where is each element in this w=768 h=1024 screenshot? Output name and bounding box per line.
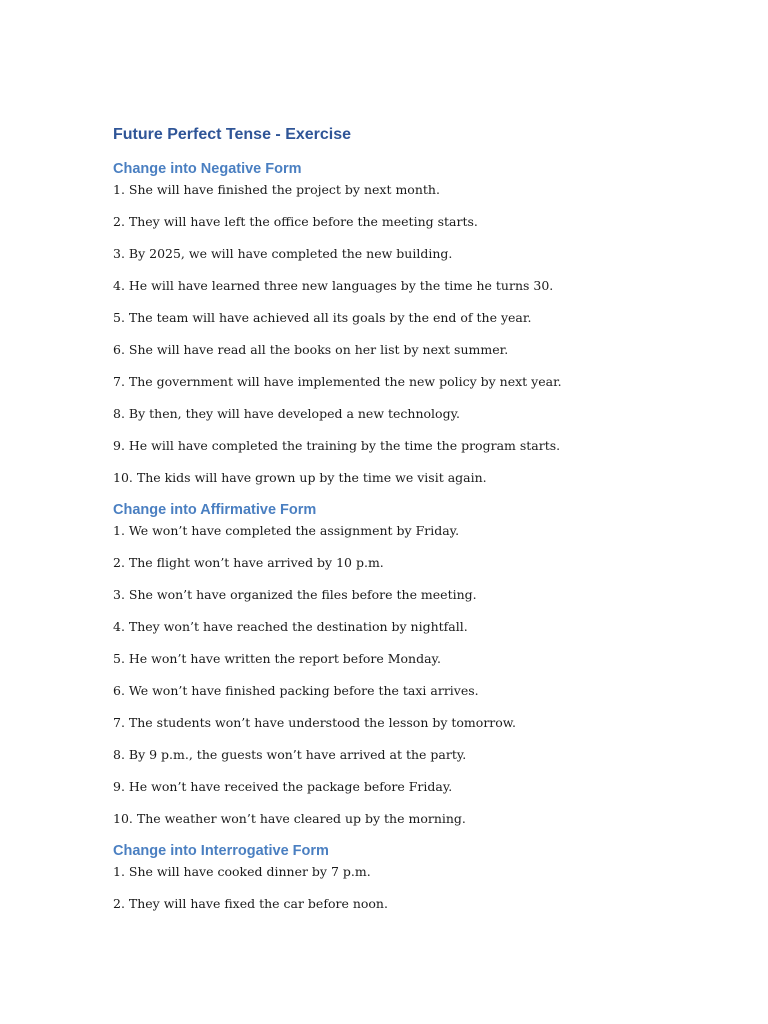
exercise-item: 9. He won’t have received the package before Friday. xyxy=(113,779,453,794)
exercise-item: 1. She will have cooked dinner by 7 p.m. xyxy=(113,864,371,879)
exercise-item: 5. He won’t have written the report before Monday. xyxy=(113,651,441,666)
exercise-item: 8. By 9 p.m., the guests won’t have arrived at the party. xyxy=(113,747,467,762)
section-heading: Change into Negative Form xyxy=(113,161,302,177)
exercise-list xyxy=(113,521,673,829)
section-affirmative-form xyxy=(113,500,673,829)
exercise-item: 6. We won’t have finished packing before the taxi arrives. xyxy=(113,683,479,698)
exercise-item: 5. The team will have achieved all its goals by the end of the year. xyxy=(113,310,532,325)
exercise-item: 8. By then, they will have developed a new technology. xyxy=(113,406,460,421)
exercise-list xyxy=(113,862,673,914)
exercise-list xyxy=(113,180,673,488)
exercise-item: 10. The weather won’t have cleared up by the morning. xyxy=(113,811,466,826)
exercise-item: 3. She won’t have organized the files before the meeting. xyxy=(113,587,477,602)
exercise-item: 7. The government will have implemented the new policy by next year. xyxy=(113,374,562,389)
exercise-item: 4. He will have learned three new languages by the time he turns 30. xyxy=(113,278,554,293)
document-title: Future Perfect Tense - Exercise xyxy=(113,126,352,143)
document-page xyxy=(113,124,673,926)
exercise-item: 6. She will have read all the books on her list by next summer. xyxy=(113,342,509,357)
exercise-item: 2. They will have fixed the car before noon. xyxy=(113,896,388,911)
section-heading: Change into Affirmative Form xyxy=(113,502,317,518)
exercise-item: 2. The flight won’t have arrived by 10 p.m. xyxy=(113,555,384,570)
exercise-item: 10. The kids will have grown up by the time we visit again. xyxy=(113,470,487,485)
exercise-item: 1. She will have finished the project by next month. xyxy=(113,182,440,197)
exercise-item: 2. They will have left the office before the meeting starts. xyxy=(113,214,478,229)
section-negative-form xyxy=(113,159,673,488)
exercise-item: 9. He will have completed the training by the time the program starts. xyxy=(113,438,561,453)
exercise-item: 1. We won’t have completed the assignment by Friday. xyxy=(113,523,460,538)
exercise-item: 7. The students won’t have understood the lesson by tomorrow. xyxy=(113,715,516,730)
exercise-item: 4. They won’t have reached the destination by nightfall. xyxy=(113,619,468,634)
section-interrogative-form xyxy=(113,841,673,914)
exercise-item: 3. By 2025, we will have completed the new building. xyxy=(113,246,453,261)
section-heading: Change into Interrogative Form xyxy=(113,843,329,859)
